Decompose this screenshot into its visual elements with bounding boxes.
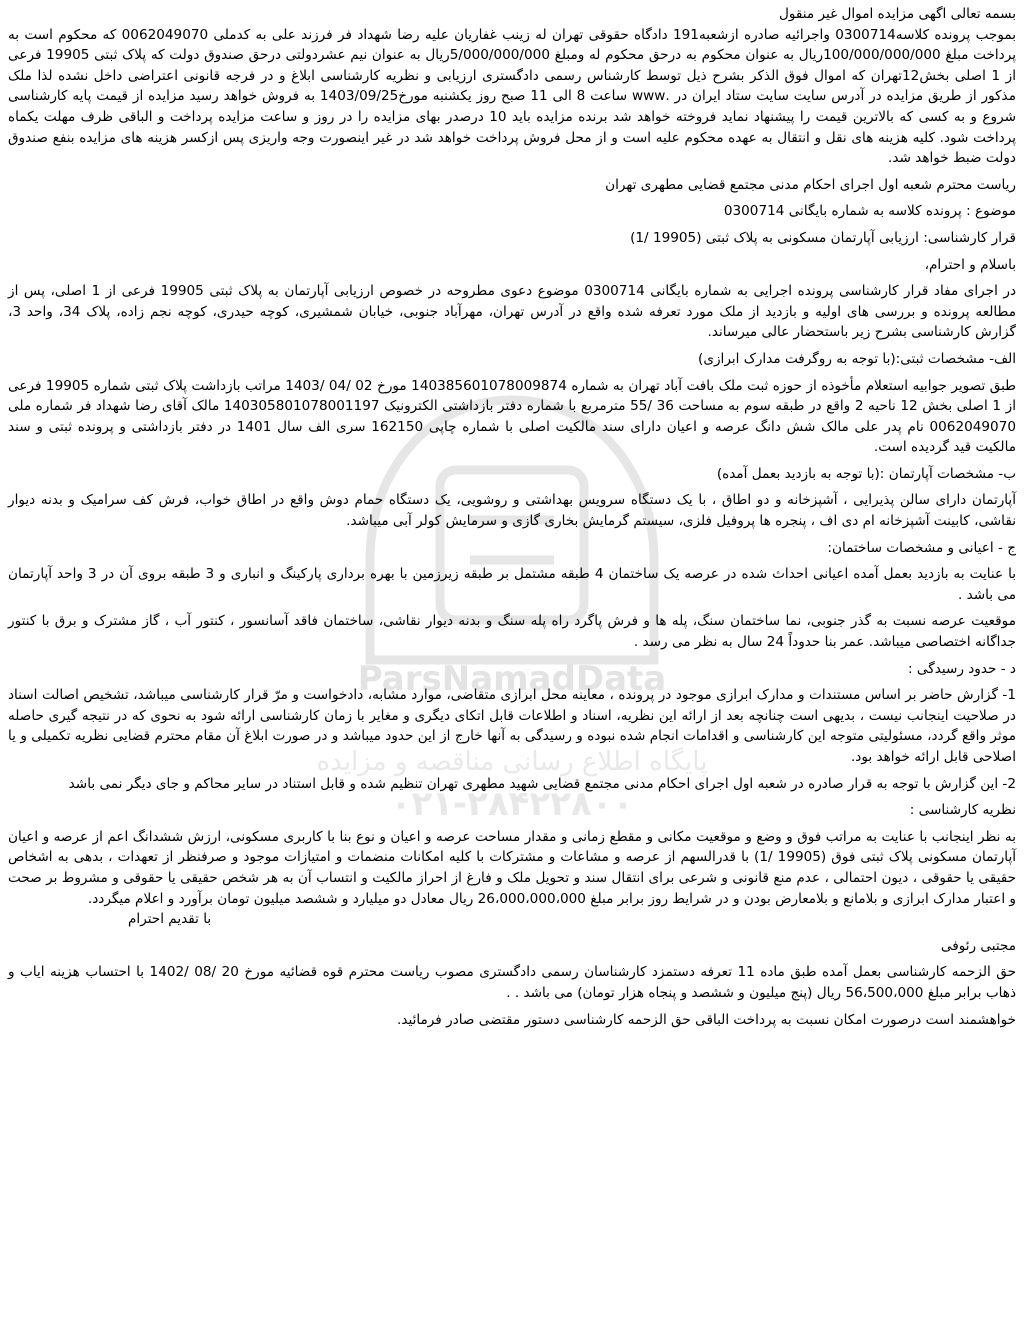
fee-paragraph: حق الزحمه کارشناسی بعمل آمده طبق ماده 11 تعرفه دستمزد کارشناسان رسمی دادگستری مصوب ریاست محترم قوه قضائیه مورخ 20 /08 /1402 با احتساب هزینه ایاب و ذهاب برابر مبلغ 56،500،000 ریال (پنج میلیون و ششصد و پنجاه هزار تومان) می باشد . . — [8, 964, 1016, 1001]
notice-title: بسمه تعالی اگهی مزایده اموال غیر منقول — [779, 6, 1016, 22]
section-c-body-1: با عنایت به بازدید بعمل آمده اعیانی احداث شده در عرصه یک ساختمان 4 طبقه مشتمل بر طبقه زیرزمین با بهره برداری پارکینگ و انباری و 3 طبقه بروی آن در 3 واحد آپارتمان می باشد . — [8, 566, 1017, 603]
section-a-title: الف- مشخصات ثبتی:(با توجه به روگرفت مدارک ابرازی) — [698, 350, 1016, 367]
notice-intro: بموجب پرونده کلاسه0300714 واجرائیه صادره ازشعبه191 دادگاه حقوقی تهران له زینب غفاریان علیه رضا شهداد فر فرزند علی به کدملی 0062049070 که محکوم است به پرداخت مبلغ 100/000/000/000ریال به عنوان محکوم به درحق محکوم له ومبلغ 5/000/000/000ریال به عنوان نیم عشردولتی درحق صندوق دولت که پلاک ثبتی 19905 فرعی از 1 اصلی بخش12تهران که اموال فوق الذکر بشرح ذیل توسط کارشناس رسمی دادگستری ارزیابی و نظریه کارشناسی ابلاغ و در فرجه قانونی اعتراضی داخل نشده لذا ملک مذکور از طریق مزایده در آدرس سایت سایت ستاد ایران در .www ساعت 8 الی 11 صبح روز یکشنبه مورخ1403/09/25 به فروش خواهد رسید مزایده از قیمت پایه کارشناسی شروع و به کسی که بالاترین قیمت را پیشنهاد نماید فروخته خواهد شد برنده مزایده باید 10 درصدر بهای مزایده را در روز و ساعت مزایده پرداخت و الباقی ظرف مهلت یکماه پرداخت شود. کلیه هزینه های نقل و انتقال به عهده محکوم علیه است و از محل فروش پرداخت خواهد شد در غیر اینصورت وجه واریزی پس ازکسر هزینه های مزایده بنفع صندوق دولت ضبط خواهد شد. — [8, 26, 1017, 167]
watermark-brand: ParsNamadData — [357, 659, 667, 699]
greeting: باسلام و احترام، — [924, 256, 1016, 273]
section-d-title: د - حدود رسیدگی : — [908, 660, 1016, 677]
opinion-body: به نظر اینجانب با عنایت به مراتب فوق و وضع و موقعیت مکانی و مقطع زمانی و مقدار مساحت عرصه و اعیان و نوع بنا با کاربری مسکونی، ارزش ششدانگ اعم از عرصه و اعیان آپارتمان مسکونی پلاک ثبتی فوق (19905 /1) با قدرالسهم از عرصه و مشاعات و مشترکات با کلیه امکانات منضمات و امتیازات موجود و صرفنظر از تعهدات ، بدهی به اشخاص حقیقی یا حقوقی ، دیون احتمالی ، عدم منع قانونی و شرعی برای انتقال سند و تحویل ملک و فارغ از احراز مالکیت و انتساب آن به هر شخص حقیقی یا حقوقی و مشروط بر صحت و اعتبار مدارک ابرازی و بلامانع و بلامعارض بودن و در شرایط روز برابر مبلغ 26،000،000،000 ریال معادل دو میلیارد و ششصد میلیون تومان برآورد و اعلام میگردد. — [8, 828, 1017, 907]
watermark-tagline: پایگاه اطلاع رسانی مناقصه و مزایده — [316, 747, 708, 777]
watermark-phone: ۰۲۱-۲۸۴۲۲۸۰۰ — [390, 784, 634, 824]
section-c-body-2: موقعیت عرصه نسبت به گذر جنوبی، نما ساختمان سنگ، پله ها و فرش پاگرد راه پله سنگ و بدنه دیوار نقاشی، ساختمان فاقد آسانسور ، کنتور آب ، گاز مشترک و برق با کنتور جداگانه اختصاصی میباشد. عمر بنا حدوداً 24 سال به نظر می رسد . — [8, 613, 1016, 651]
section-d-body-1: 1- گزارش حاضر بر اساس مستندات و مدارک ابرازی موجود در پرونده ، معاینه محل ابرازی متقاضی، موارد مشابه، دادخواست و مرّ قرار کارشناسی میباشد، تشخیص اصالت اسناد در صلاحیت اینجانب نیست ، بدیهی است چنانچه بعد از ارائه این نظریه، اسناد و اطلاعات قابل اتکای دیگری و مغایر با زمان کارشناسی ارائه شود به نحوی که در نتیجه گیری حاصله موثر واقع گردد، مسئولیتی متوجه این کارشناسی و اقدامات انجام شده نبوده و رسیدگی به آنها خارج از این حدود میباشد و در صورت ابلاغ آن مقام محترم قضایی نظریه تکمیلی و یا اصلاحی قابل ارائه خواهد بود. — [8, 687, 1016, 765]
section-b-body: آپارتمان دارای سالن پذیرایی ، آشپزخانه و دو اطاق ، با یک دستگاه سرویس بهداشتی و روشویی، یک دستگاه حمام دوش واقع در اطاق خواب، فرش کف سرامیک و بدنه دیوار نقاشی، کابینت آشپزخانه ام دی اف ، پنجره ها پروفیل فلزی، سیستم گرمایش بخاری گازی و سرمایش کولر آبی میباشد. — [8, 492, 1016, 530]
section-d-body-2: 2- این گزارش با توجه به قرار صادره در شعبه اول اجرای احکام مدنی مجتمع قضایی شهید مطهری تهران تنظیم شده و قابل استناد در سایر محاکم و جای دیگر نمی باشد — [68, 775, 1016, 792]
section-b-title: ب- مشخصات آپارتمان :(با توجه به بازدید بعمل آمده) — [716, 465, 1016, 482]
signer-name: مجتبی رئوفی — [940, 937, 1016, 954]
section-c-title: ج - اعیانی و مشخصات ساختمان: — [827, 539, 1016, 556]
opinion-title: نظریه کارشناسی : — [909, 802, 1016, 819]
subject-line: موضوع : پرونده کلاسه به شماره بایگانی 0300714 — [723, 203, 1016, 220]
section-a-body: طبق تصویر جوابیه استعلام مأخوذه از حوزه ثبت ملک بافت آباد تهران به شماره 140385601078009874 مورخ 02 /04 /1403 مراتب بازداشت پلاک ثبتی شماره 19905 فرعی از 1 اصلی بخش 12 ناحیه 2 واقع در طبقه سوم به مساحت 36 /55 مترمربع با شماره دفتر بازداشتی الکترونیک 140305801078001197 مالک آقای رضا شهداد فر شماره ملی 0062049070 نام پدر علی مالک شش دانگ عرصه و اعیان دارای سند مالکیت اصلی با شماره چاپی 162150 سری الف سال 1401 در دفتر بازداشتی و پرونده ثبتی و سند مالکیت قید گردیده است. — [8, 377, 1016, 456]
addressee: ریاست محترم شعبه اول اجرای احکام مدنی مجتمع قضایی مطهری تهران — [605, 176, 1016, 193]
closing-phrase: با تقدیم احترام — [128, 911, 212, 928]
decision-line: قرار کارشناسی: ارزیابی آپارتمان مسکونی به پلاک ثبتی (19905 /1) — [630, 229, 1016, 246]
opening-paragraph: در اجرای مفاد قرار کارشناسی پرونده اجرایی به شماره بایگانی 0300714 موضوع دعوی مطروحه در خصوص ارزیابی آپارتمان به پلاک ثبتی 19905 فرعی از 1 اصلی، پس از مطالعه پرونده و بررسی های اولیه و بازدید از ملک مورد تعرفه شده واقع در آدرس تهران، مهرآباد جنوبی، خیابان شمشیری، کوچه حیدری، کوچه نجم زاده، پلاک 34، واحد 3، گزارش کارشناسی بشرح زیر باستحضار عالی میرساند. — [8, 283, 1016, 341]
request-line: خواهشمند است درصورت امکان نسبت به پرداخت الباقی حق الزحمه کارشناسی دستور مقتضی صادر فرمائید. — [397, 1011, 1016, 1028]
